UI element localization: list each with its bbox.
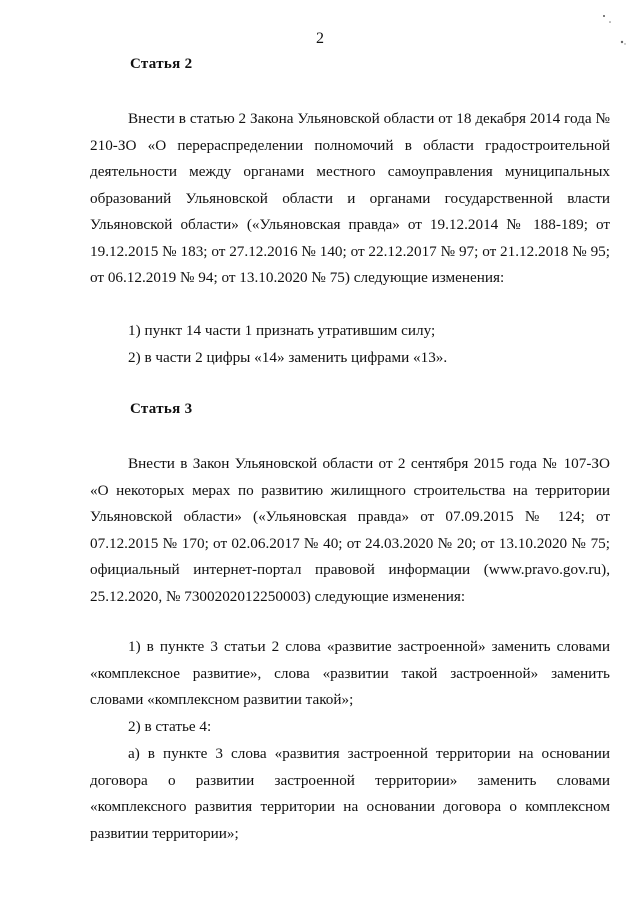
page-number: 2 xyxy=(316,30,324,47)
article-3-item-2a xyxy=(90,741,610,847)
article-2-item-2: 2) в части 2 цифры «14» заменить цифрами «13». xyxy=(128,349,448,366)
article-2-item-1: 1) пункт 14 части 1 признать утратившим силу; xyxy=(128,322,436,339)
article-2-intro-text: Внести в статью 2 Закона Ульяновской области от 18 декабря 2014 года № 210-ЗО «О перераспределении полномочий в области градостроительной деятельности между органами местного самоуправления муниципальных образований Ульяновской области и органами государственной власти Ульяновской области» («Ульяновская правда» от 19.12.2014 № 188-189; от 19.12.2015 № 183; от 27.12.2016 № 140; от 22.12.2017 № 97; от 21.12.2018 № 95; от 06.12.2019 № 94; от 13.10.2020 № 75) следующие изменения: xyxy=(90,110,610,286)
scan-specks-icon xyxy=(592,8,632,48)
article-3-intro xyxy=(90,451,610,610)
article-3-item-1 xyxy=(90,634,610,714)
article-3-item-1-text: 1) в пункте 3 статьи 2 слова «развитие застроенной» заменить словами «комплексное развитие», слова «развитии такой застроенной» заменить словами «комплексном развитии такой»; xyxy=(90,638,610,708)
article-2-heading: Статья 2 xyxy=(130,56,193,72)
article-2-intro xyxy=(90,106,610,292)
article-3-item-2: 2) в статье 4: xyxy=(128,718,212,735)
article-3-item-2a-text: а) в пункте 3 слова «развития застроенной территории на основании договора о развитии застроенной территории» заменить словами «комплексного развития территории на основании договора о комплексном развитии территории»; xyxy=(90,745,610,842)
article-3-heading: Статья 3 xyxy=(130,401,193,417)
article-3-intro-text: Внести в Закон Ульяновской области от 2 сентября 2015 года № 107-ЗО «О некоторых мерах по развитию жилищного строительства на территории Ульяновской области» («Ульяновская правда» от 07.09.2015 № 124; от 07.12.2015 № 170; от 02.06.2017 № 40; от 24.03.2020 № 20; от 13.10.2020 № 75; официальный интернет-портал правовой информации (www.pravo.gov.ru), 25.12.2020, № 7300202012250003) следующие изменения: xyxy=(90,455,610,605)
